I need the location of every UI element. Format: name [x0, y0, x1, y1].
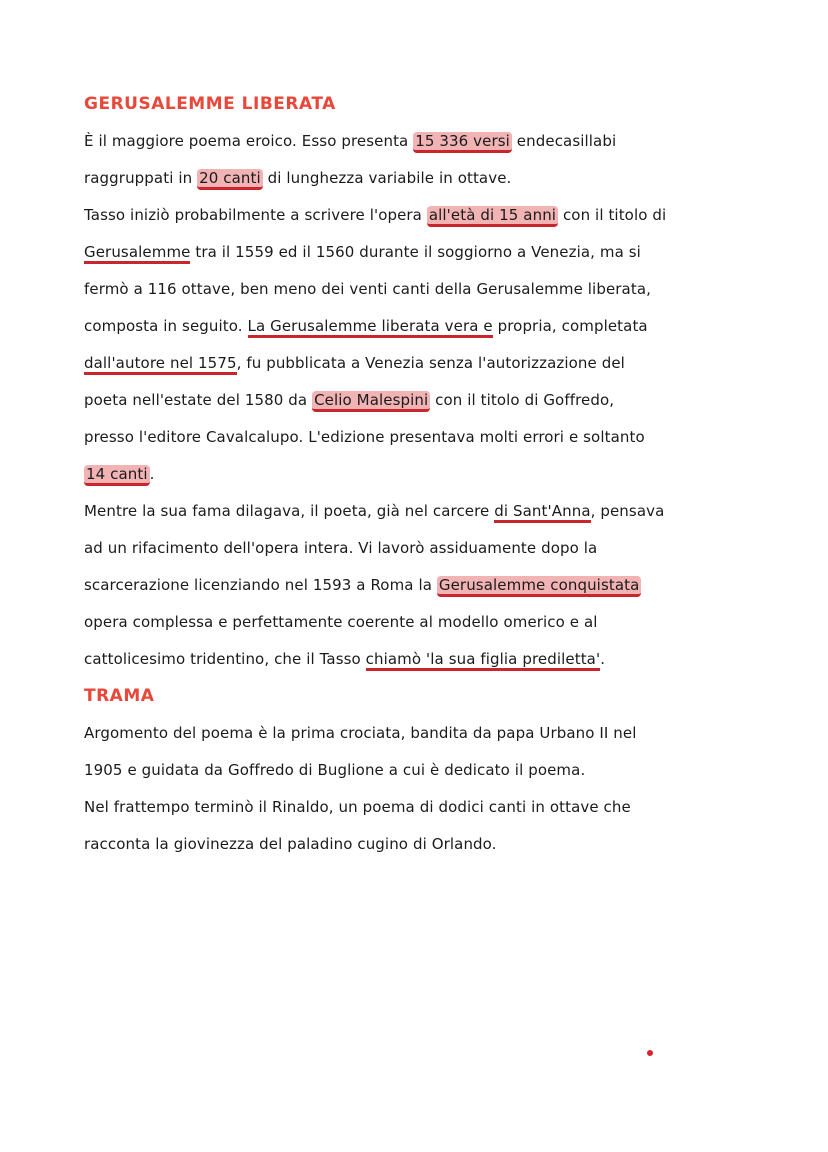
text: Argomento del poema è la prima crociata, bandita da papa Urbano II nel: [84, 724, 637, 742]
text: tra il 1559 ed il 1560 durante il soggiorno a Venezia, ma si: [190, 243, 641, 261]
text: con il titolo di Goffredo,: [430, 391, 615, 409]
text: di lunghezza variabile in ottave.: [262, 169, 512, 187]
underline: La Gerusalemme liberata vera e: [248, 317, 493, 338]
underline: dall'autore nel 1575: [84, 354, 237, 375]
paragraph-line: [84, 131, 616, 151]
text: con il titolo di: [558, 206, 667, 224]
highlight: Gerusalemme conquistata: [437, 576, 642, 597]
paragraph-line: [84, 575, 641, 595]
paragraph-line: [84, 501, 664, 521]
text: Mentre la sua fama dilagava, il poeta, già nel carcere: [84, 502, 495, 520]
text: 1905 e guidata da Goffredo di Buglione a cui è dedicato il poema.: [84, 761, 586, 779]
underline: di Sant'Anna: [494, 502, 590, 523]
text: composta in seguito.: [84, 317, 248, 335]
paragraph-line: [84, 797, 631, 817]
paragraph-line: [84, 279, 651, 299]
highlight: all'età di 15 anni: [427, 206, 558, 227]
paragraph-line: [84, 464, 155, 484]
text: endecasillabi: [511, 132, 617, 150]
paragraph-line: [84, 834, 497, 854]
text: .: [149, 465, 155, 483]
text: Tasso iniziò probabilmente a scrivere l'opera: [84, 206, 427, 224]
text: cattolicesimo tridentino, che il Tasso: [84, 650, 366, 668]
text: ad un rifacimento dell'opera intera. Vi lavorò assiduamente dopo la: [84, 539, 598, 557]
paragraph-line: [84, 242, 641, 262]
highlight: 14 canti: [84, 465, 150, 486]
underline: chiamò 'la sua figlia prediletta': [366, 650, 601, 671]
text: , pensava: [590, 502, 665, 520]
paragraph-line: [84, 538, 597, 558]
text: raggruppati in: [84, 169, 198, 187]
paragraph-line: [84, 316, 648, 336]
text: propria, completata: [492, 317, 648, 335]
text: racconta la giovinezza del paladino cugino di Orlando.: [84, 835, 497, 853]
paragraph-line: [84, 427, 645, 447]
underline: Gerusalemme: [84, 243, 190, 264]
text: Nel frattempo terminò il Rinaldo, un poema di dodici canti in ottave che: [84, 798, 631, 816]
paragraph-line: [84, 612, 598, 632]
text: opera complessa e perfettamente coerente al modello omerico e al: [84, 613, 598, 631]
paragraph-line: [84, 353, 625, 373]
paragraph-line: [84, 390, 614, 410]
paragraph-line: [84, 649, 605, 669]
paragraph-line: [84, 760, 585, 780]
decorative-dot: [647, 1050, 653, 1056]
text: poeta nell'estate del 1580 da: [84, 391, 313, 409]
section-title: TRAMA: [84, 686, 155, 706]
text: .: [600, 650, 606, 668]
highlight: 20 canti: [197, 169, 263, 190]
text: presso l'editore Cavalcalupo. L'edizione presentava molti errori e soltanto: [84, 428, 645, 446]
text: fermò a 116 ottave, ben meno dei venti canti della Gerusalemme liberata,: [84, 280, 651, 298]
main-title: GERUSALEMME LIBERATA: [84, 94, 336, 114]
highlight: 15 336 versi: [413, 132, 512, 153]
paragraph-line: [84, 168, 511, 188]
text: , fu pubblicata a Venezia senza l'autorizzazione del: [236, 354, 625, 372]
text: scarcerazione licenziando nel 1593 a Roma la: [84, 576, 437, 594]
text: È il maggiore poema eroico. Esso presenta: [84, 132, 414, 150]
paragraph-line: [84, 723, 637, 743]
paragraph-line: [84, 205, 666, 225]
highlight: Celio Malespini: [312, 391, 430, 412]
